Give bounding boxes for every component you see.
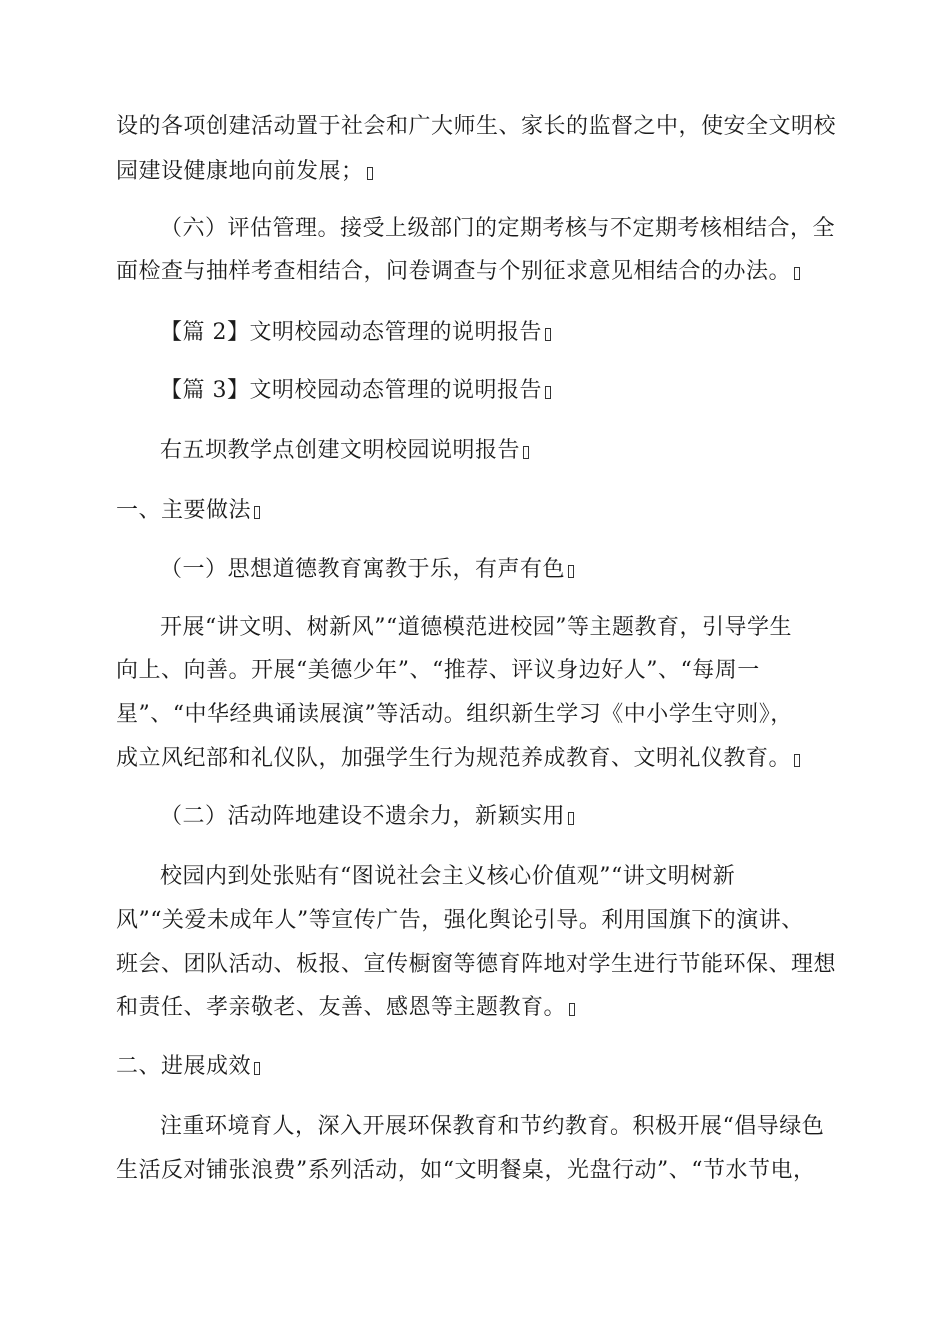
section-heading: 【篇 3】文明校园动态管理的说明报告 — [160, 376, 551, 406]
paragraph-line: 校园内到处张贴有“图说社会主义核心价值观”“讲文明树新 — [160, 864, 736, 889]
paragraph-mark-icon — [794, 754, 800, 767]
subsection-heading: （一）思想道德教育寓教于乐，有声有色 — [160, 555, 574, 585]
paragraph-mark-icon — [254, 1062, 260, 1075]
paragraph-line: 风”“关爱未成年人”等宣传广告，强化舆论引导。利用国旗下的演讲、 — [116, 908, 804, 933]
paragraph-line: 园建设健康地向前发展； — [116, 157, 373, 187]
paragraph-line: 面检查与抽样考查相结合，问卷调查与个别征求意见相结合的办法。 — [116, 257, 800, 287]
paragraph-line: 开展“讲文明、树新风”“道德模范进校园”等主题教育，引导学生 — [160, 615, 792, 640]
section-heading: 二、进展成效 — [116, 1052, 260, 1082]
section-heading: 一、主要做法 — [116, 496, 260, 526]
subsection-heading: （二）活动阵地建设不遗余力，新颖实用 — [160, 802, 574, 832]
paragraph-line: 和责任、孝亲敬老、友善、感恩等主题教育。 — [116, 993, 575, 1023]
paragraph-mark-icon — [367, 167, 373, 180]
paragraph-line: 注重环境育人，深入开展环保教育和节约教育。积极开展“倡导绿色 — [160, 1114, 825, 1139]
paragraph-line: 星”、“中华经典诵读展演”等活动。组织新生学习《中小学生守则》， — [116, 702, 793, 727]
paragraph-mark-icon — [545, 328, 551, 341]
paragraph-line: 向上、向善。开展“美德少年”、“推荐、评议身边好人”、“每周一 — [116, 658, 760, 683]
paragraph-mark-icon — [254, 506, 260, 519]
paragraph-line: 成立风纪部和礼仪队，加强学生行为规范养成教育、文明礼仪教育。 — [116, 744, 800, 774]
paragraph-mark-icon — [794, 267, 800, 280]
paragraph-mark-icon — [569, 1003, 575, 1016]
paragraph-line: 生活反对铺张浪费”系列活动，如“文明餐桌，光盘行动”、“节水节电， — [116, 1158, 816, 1183]
paragraph-mark-icon — [523, 446, 529, 459]
paragraph-mark-icon — [568, 565, 574, 578]
paragraph-line: （六）评估管理。接受上级部门的定期考核与不定期考核相结合，全 — [160, 216, 836, 241]
paragraph-mark-icon — [568, 812, 574, 825]
section-heading: 【篇 2】文明校园动态管理的说明报告 — [160, 318, 551, 348]
report-title: 右五坝教学点创建文明校园说明报告 — [160, 436, 529, 466]
paragraph-mark-icon — [545, 386, 551, 399]
paragraph-line: 班会、团队活动、板报、宣传橱窗等德育阵地对学生进行节能环保、理想 — [116, 952, 837, 977]
paragraph-line: 设的各项创建活动置于社会和广大师生、家长的监督之中，使安全文明校 — [116, 114, 837, 139]
